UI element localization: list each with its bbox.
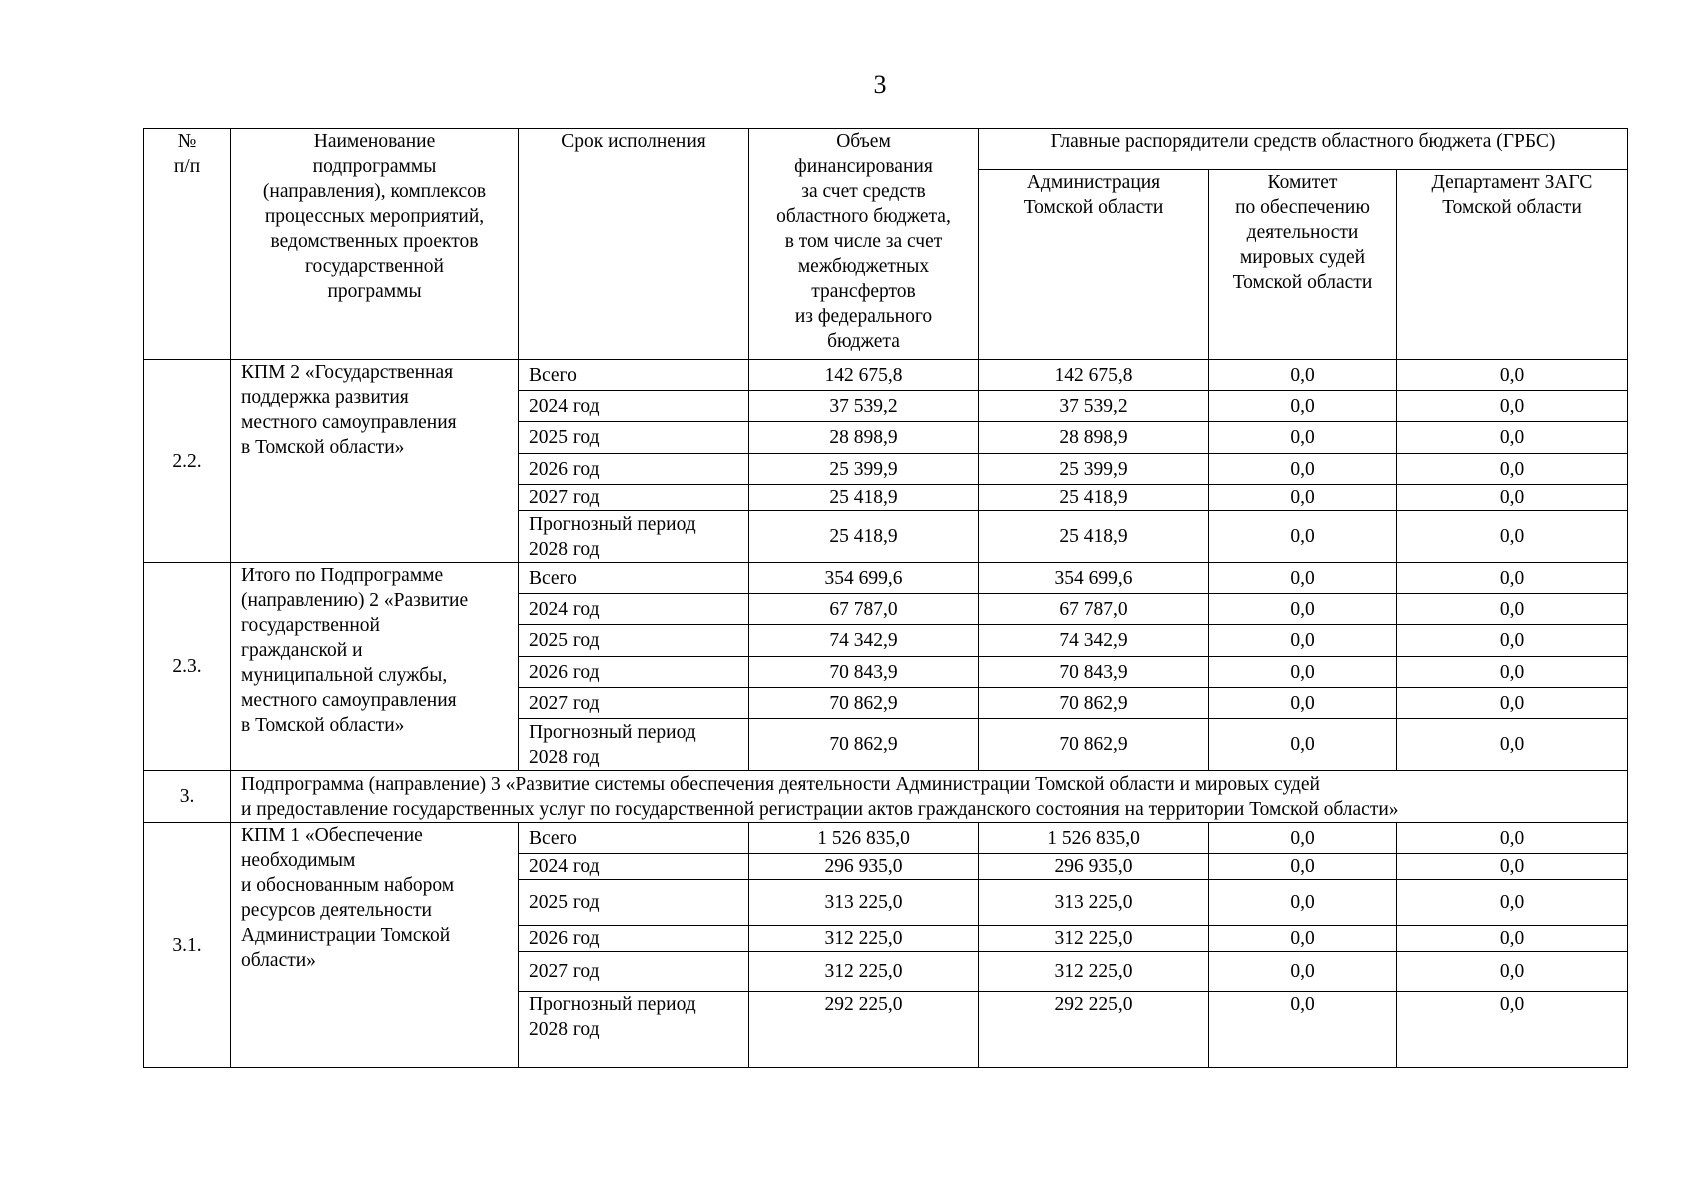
admin-value: 312 225,0 bbox=[979, 952, 1209, 992]
period-cell: 2024 год bbox=[519, 594, 749, 625]
committee-value: 0,0 bbox=[1209, 952, 1397, 992]
committee-value: 0,0 bbox=[1209, 657, 1397, 688]
admin-value: 70 862,9 bbox=[979, 688, 1209, 719]
admin-value: 70 843,9 bbox=[979, 657, 1209, 688]
committee-value: 0,0 bbox=[1209, 454, 1397, 485]
period-cell: 2027 год bbox=[519, 688, 749, 719]
zags-value: 0,0 bbox=[1397, 926, 1628, 952]
volume-value: 354 699,6 bbox=[749, 563, 979, 594]
volume-value: 70 862,9 bbox=[749, 719, 979, 771]
row-name: Итого по Подпрограмме (направлению) 2 «Развитие государственной гражданской и муниципальной службы, местного самоуправления в Томской области» bbox=[231, 563, 519, 771]
admin-value: 37 539,2 bbox=[979, 391, 1209, 422]
table-row bbox=[144, 563, 1628, 594]
header-num: № п/п bbox=[144, 129, 231, 360]
committee-value: 0,0 bbox=[1209, 485, 1397, 511]
period-cell: 2024 год bbox=[519, 854, 749, 880]
admin-value: 25 418,9 bbox=[979, 485, 1209, 511]
admin-value: 142 675,8 bbox=[979, 360, 1209, 391]
period-cell: 2026 год bbox=[519, 454, 749, 485]
period-cell: 2027 год bbox=[519, 952, 749, 992]
admin-value: 1 526 835,0 bbox=[979, 823, 1209, 854]
period-cell: 2026 год bbox=[519, 926, 749, 952]
period-cell: Всего bbox=[519, 563, 749, 594]
volume-value: 313 225,0 bbox=[749, 880, 979, 926]
volume-value: 74 342,9 bbox=[749, 625, 979, 657]
period-cell: Прогнозный период 2028 год bbox=[519, 992, 749, 1068]
admin-value: 74 342,9 bbox=[979, 625, 1209, 657]
volume-value: 28 898,9 bbox=[749, 422, 979, 454]
page-number: 3 bbox=[873, 70, 887, 99]
row-number: 2.3. bbox=[144, 563, 231, 771]
header-volume: Объем финансирования за счет средств областного бюджета, в том числе за счет межбюджетных трансфертов из федерального бюджета bbox=[749, 129, 979, 360]
zags-value: 0,0 bbox=[1397, 594, 1628, 625]
zags-value: 0,0 bbox=[1397, 719, 1628, 771]
row-number: 2.2. bbox=[144, 360, 231, 563]
admin-value: 25 399,9 bbox=[979, 454, 1209, 485]
header-committee: Комитет по обеспечению деятельности мировых судей Томской области bbox=[1209, 170, 1397, 360]
volume-value: 37 539,2 bbox=[749, 391, 979, 422]
budget-table bbox=[143, 128, 1628, 1068]
period-cell: Всего bbox=[519, 360, 749, 391]
header-name: Наименование подпрограммы (направления), комплексов процессных мероприятий, ведомственных проектов государственной программы bbox=[231, 129, 519, 360]
volume-value: 25 418,9 bbox=[749, 511, 979, 563]
committee-value: 0,0 bbox=[1209, 880, 1397, 926]
committee-value: 0,0 bbox=[1209, 563, 1397, 594]
committee-value: 0,0 bbox=[1209, 511, 1397, 563]
volume-value: 1 526 835,0 bbox=[749, 823, 979, 854]
zags-value: 0,0 bbox=[1397, 657, 1628, 688]
volume-value: 70 862,9 bbox=[749, 688, 979, 719]
committee-value: 0,0 bbox=[1209, 719, 1397, 771]
row-name: КПМ 1 «Обеспечение необходимым и обоснованным набором ресурсов деятельности Администрации Томской области» bbox=[231, 823, 519, 1068]
zags-value: 0,0 bbox=[1397, 563, 1628, 594]
zags-value: 0,0 bbox=[1397, 688, 1628, 719]
period-cell: Прогнозный период 2028 год bbox=[519, 511, 749, 563]
zags-value: 0,0 bbox=[1397, 454, 1628, 485]
volume-value: 70 843,9 bbox=[749, 657, 979, 688]
period-cell: 2026 год bbox=[519, 657, 749, 688]
admin-value: 25 418,9 bbox=[979, 511, 1209, 563]
volume-value: 142 675,8 bbox=[749, 360, 979, 391]
zags-value: 0,0 bbox=[1397, 880, 1628, 926]
zags-value: 0,0 bbox=[1397, 992, 1628, 1068]
admin-value: 67 787,0 bbox=[979, 594, 1209, 625]
committee-value: 0,0 bbox=[1209, 854, 1397, 880]
table-row bbox=[144, 823, 1628, 854]
zags-value: 0,0 bbox=[1397, 854, 1628, 880]
section-row bbox=[144, 771, 1628, 823]
row-name: КПМ 2 «Государственная поддержка развития местного самоуправления в Томской области» bbox=[231, 360, 519, 563]
committee-value: 0,0 bbox=[1209, 926, 1397, 952]
period-cell: 2024 год bbox=[519, 391, 749, 422]
zags-value: 0,0 bbox=[1397, 952, 1628, 992]
committee-value: 0,0 bbox=[1209, 823, 1397, 854]
period-cell: 2025 год bbox=[519, 880, 749, 926]
volume-value: 25 418,9 bbox=[749, 485, 979, 511]
admin-value: 28 898,9 bbox=[979, 422, 1209, 454]
period-cell: 2025 год bbox=[519, 625, 749, 657]
zags-value: 0,0 bbox=[1397, 422, 1628, 454]
admin-value: 296 935,0 bbox=[979, 854, 1209, 880]
table-row bbox=[144, 360, 1628, 391]
volume-value: 292 225,0 bbox=[749, 992, 979, 1068]
period-cell: Прогнозный период 2028 год bbox=[519, 719, 749, 771]
period-cell: 2025 год bbox=[519, 422, 749, 454]
zags-value: 0,0 bbox=[1397, 511, 1628, 563]
volume-value: 312 225,0 bbox=[749, 926, 979, 952]
volume-value: 296 935,0 bbox=[749, 854, 979, 880]
header-period: Срок исполнения bbox=[519, 129, 749, 360]
admin-value: 313 225,0 bbox=[979, 880, 1209, 926]
volume-value: 312 225,0 bbox=[749, 952, 979, 992]
header-zags: Департамент ЗАГС Томской области bbox=[1397, 170, 1628, 360]
period-cell: 2027 год bbox=[519, 485, 749, 511]
committee-value: 0,0 bbox=[1209, 391, 1397, 422]
admin-value: 312 225,0 bbox=[979, 926, 1209, 952]
committee-value: 0,0 bbox=[1209, 992, 1397, 1068]
zags-value: 0,0 bbox=[1397, 485, 1628, 511]
volume-value: 67 787,0 bbox=[749, 594, 979, 625]
section-title: Подпрограмма (направление) 3 «Развитие системы обеспечения деятельности Администрации Томской области и мировых судей и предоставление государственных услуг по государственной регистрации актов гражданского состояния на территории Томской области» bbox=[231, 771, 1628, 823]
zags-value: 0,0 bbox=[1397, 823, 1628, 854]
header-admin: Администрация Томской области bbox=[979, 170, 1209, 360]
row-number: 3.1. bbox=[144, 823, 231, 1068]
section-number: 3. bbox=[144, 771, 231, 823]
committee-value: 0,0 bbox=[1209, 625, 1397, 657]
volume-value: 25 399,9 bbox=[749, 454, 979, 485]
period-cell: Всего bbox=[519, 823, 749, 854]
admin-value: 354 699,6 bbox=[979, 563, 1209, 594]
zags-value: 0,0 bbox=[1397, 625, 1628, 657]
zags-value: 0,0 bbox=[1397, 360, 1628, 391]
committee-value: 0,0 bbox=[1209, 360, 1397, 391]
admin-value: 292 225,0 bbox=[979, 992, 1209, 1068]
zags-value: 0,0 bbox=[1397, 391, 1628, 422]
admin-value: 70 862,9 bbox=[979, 719, 1209, 771]
committee-value: 0,0 bbox=[1209, 422, 1397, 454]
committee-value: 0,0 bbox=[1209, 594, 1397, 625]
header-grbs: Главные распорядители средств областного бюджета (ГРБС) bbox=[979, 129, 1628, 170]
committee-value: 0,0 bbox=[1209, 688, 1397, 719]
